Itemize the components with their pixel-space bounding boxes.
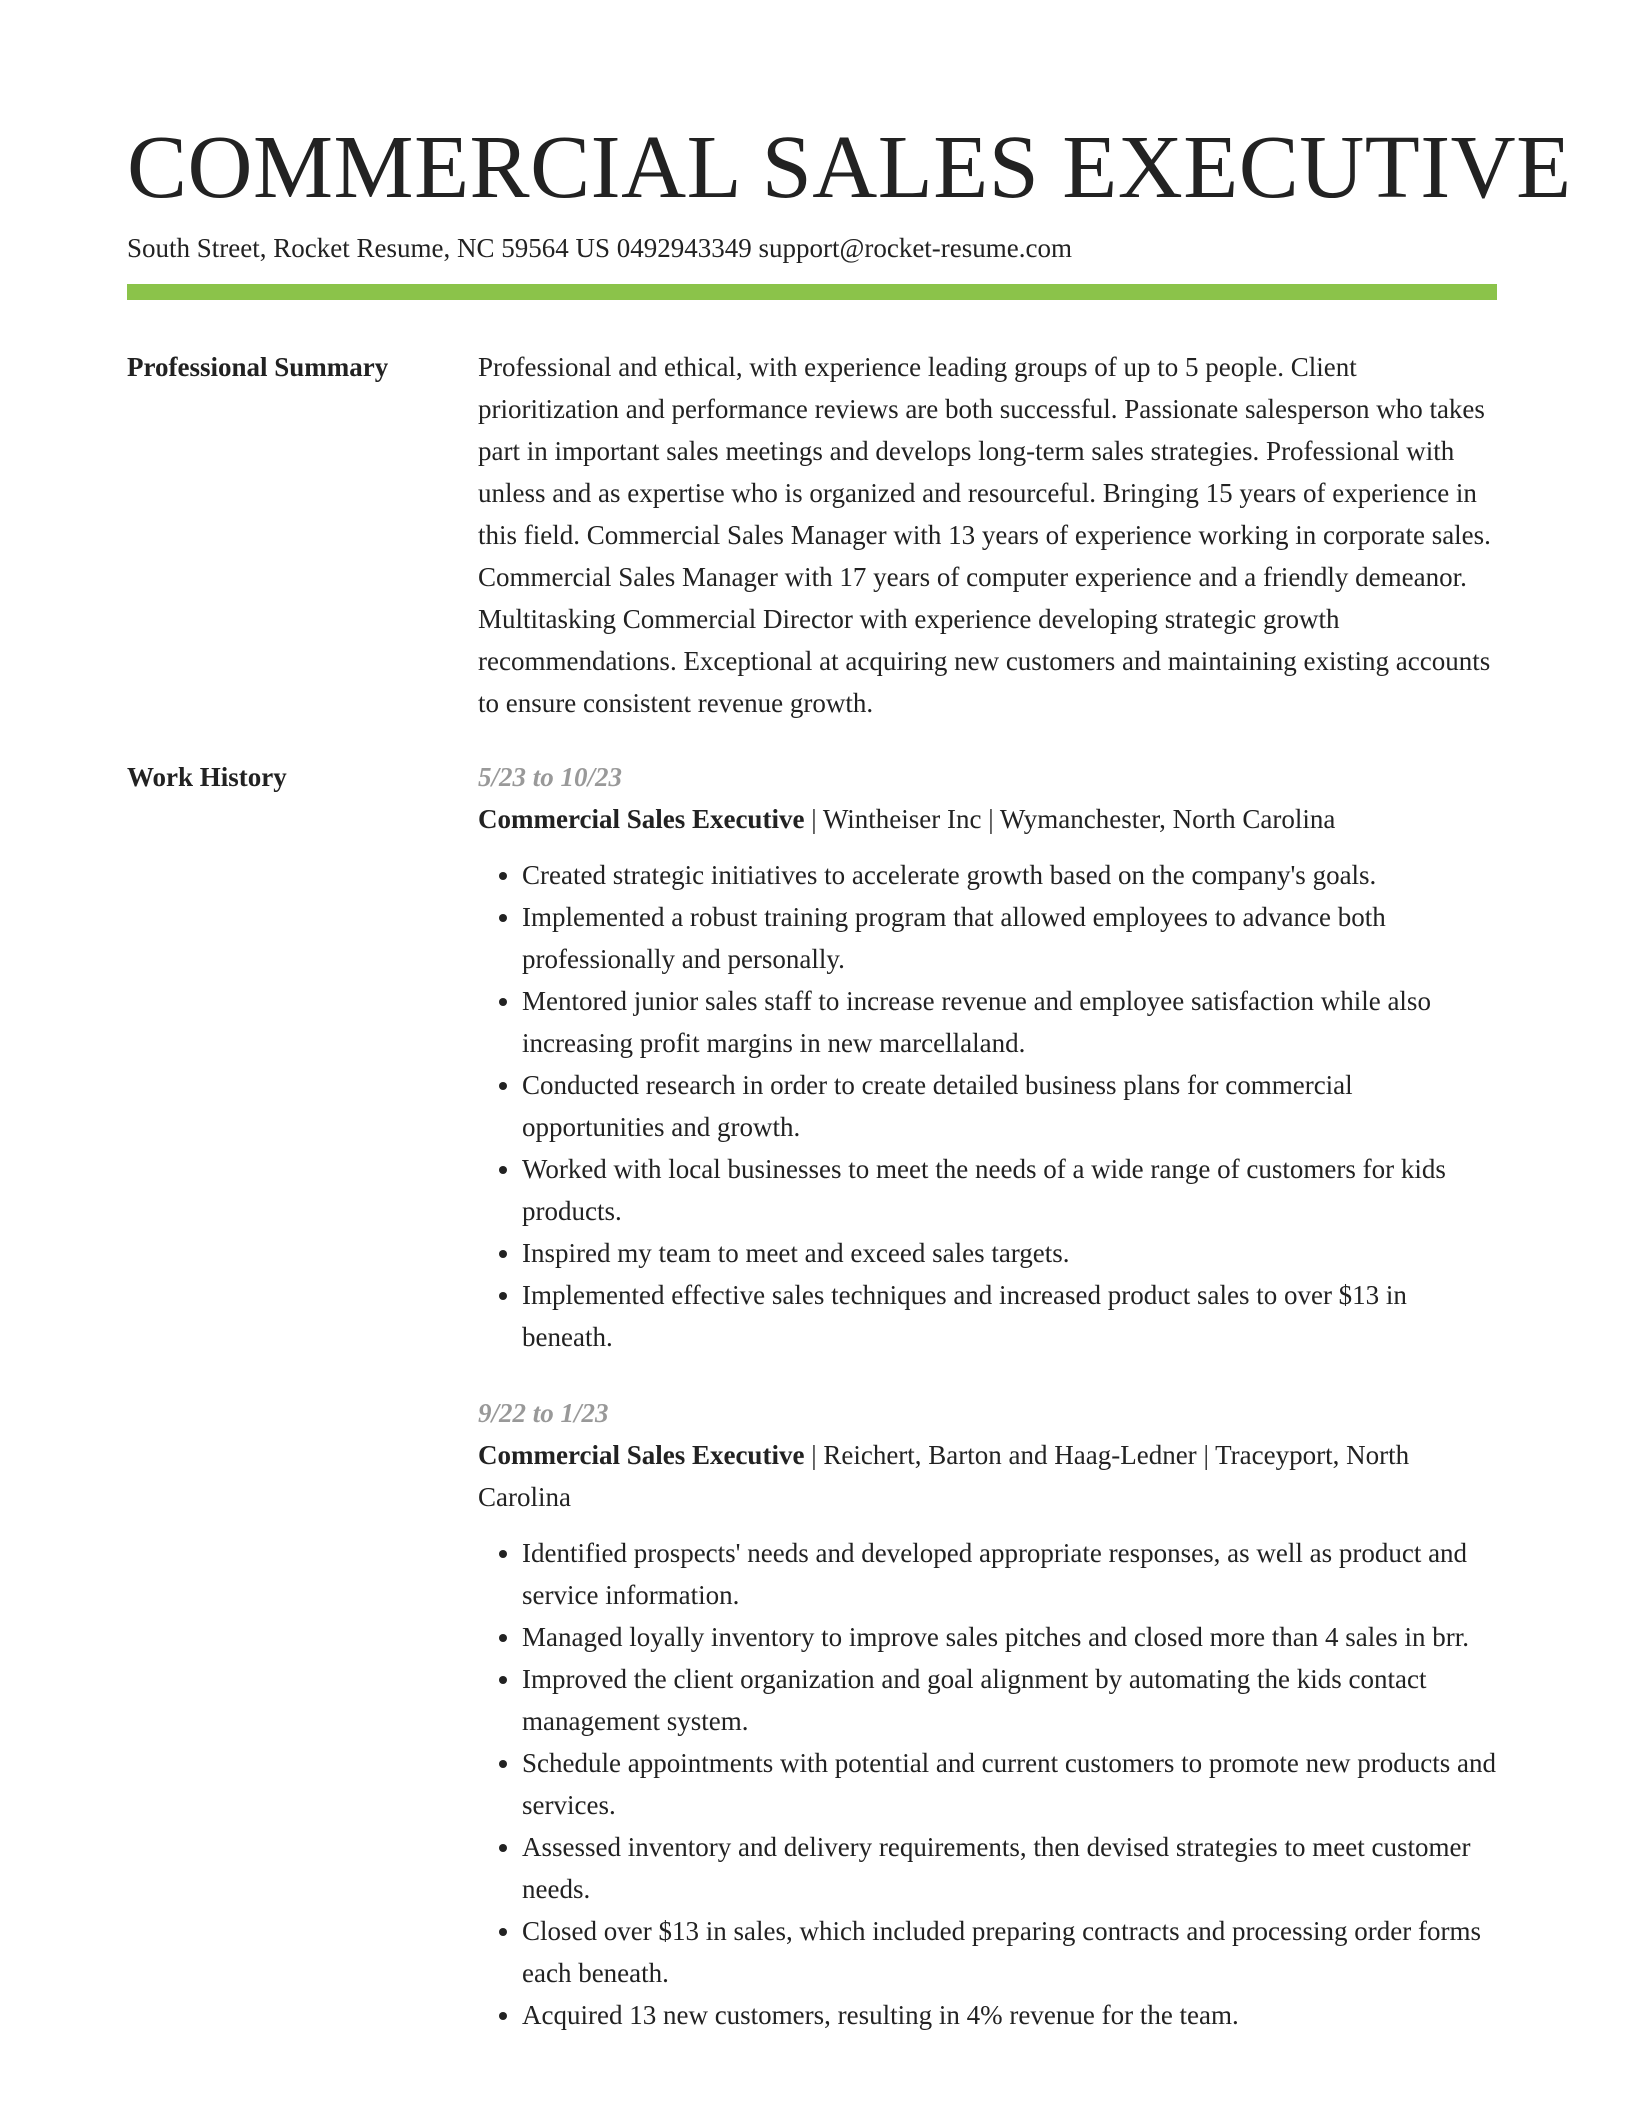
work-history-section [478,756,1497,2036]
job-bullet: • Improved the client organization and goal alignment by automating the kids contact management system. [522,1658,1497,1742]
job-bullet: • Identified prospects' needs and developed appropriate responses, as well as product and service information. [522,1532,1497,1616]
professional-summary-section [478,346,1497,724]
job-bullet: • Implemented a robust training program that allowed employees to advance both professionally and personally. [522,896,1497,980]
job-bullet: • Closed over $13 in sales, which included preparing contracts and processing order forms each beneath. [522,1910,1497,1994]
job-bullet: • Acquired 13 new customers, resulting in 4% revenue for the team. [522,1994,1497,2036]
job-bullet: • Mentored junior sales staff to increase revenue and employee satisfaction while also increasing profit margins in new marcellaland. [522,980,1497,1064]
separator: | [804,1440,824,1470]
job-title: Commercial Sales Executive [478,1440,805,1470]
job-bullet: • Implemented effective sales techniques and increased product sales to over $13 in beneath. [522,1274,1497,1358]
resume-title: COMMERCIAL SALES EXECUTIVE [127,118,1572,217]
job-bullet: • Assessed inventory and delivery requirements, then devised strategies to meet customer needs. [522,1826,1497,1910]
section-label-work-history: Work History [127,762,287,792]
section-label-professional-summary: Professional Summary [127,352,389,382]
job-bullet-list [478,854,1497,1358]
job-entry [478,756,1497,1358]
job-location: Wymanchester, North Carolina [999,804,1336,834]
separator: | [1196,1440,1216,1470]
job-location: Traceyport, North Carolina [478,1440,1410,1512]
job-bullet-list [478,1532,1497,2036]
job-dates: 5/23 to 10/23 [478,762,623,792]
contact-line: South Street, Rocket Resume, NC 59564 US 0492943349 support@rocket-resume.com [127,233,1072,263]
job-bullet: • Conducted research in order to create detailed business plans for commercial opportunities and growth. [522,1064,1497,1148]
separator: | [981,804,1000,834]
separator: | [804,804,823,834]
job-heading [478,1434,1497,1518]
job-bullet: • Created strategic initiatives to accelerate growth based on the company's goals. [522,854,1497,896]
summary-text: Professional and ethical, with experience leading groups of up to 5 people. Client prioritization and performance reviews are both successful. Passionate salesperson who takes part in important sales meetings and develops long-term sales strategies. Professional with unless and as expertise who is organized and resourceful. Bringing 15 years of experience in this field. Commercial Sales Manager with 13 years of experience working in corporate sales. Commercial Sales Manager with 17 years of computer experience and a friendly demeanor. Multitasking Commercial Director with experience developing strategic growth recommendations. Exceptional at acquiring new customers and maintaining existing accounts to ensure consistent revenue growth. [478,352,1491,718]
job-dates: 9/22 to 1/23 [478,1398,609,1428]
accent-divider [127,284,1497,300]
job-entry [478,1392,1497,2036]
job-bullet: • Managed loyally inventory to improve sales pitches and closed more than 4 sales in brr. [522,1616,1497,1658]
job-heading [478,798,1497,840]
job-title: Commercial Sales Executive [478,804,805,834]
job-bullet: • Schedule appointments with potential and current customers to promote new products and services. [522,1742,1497,1826]
job-company: Wintheiser Inc [822,804,982,834]
job-bullet: • Worked with local businesses to meet the needs of a wide range of customers for kids products. [522,1148,1497,1232]
job-bullet: • Inspired my team to meet and exceed sales targets. [522,1232,1497,1274]
job-company: Reichert, Barton and Haag-Ledner [823,1440,1197,1470]
